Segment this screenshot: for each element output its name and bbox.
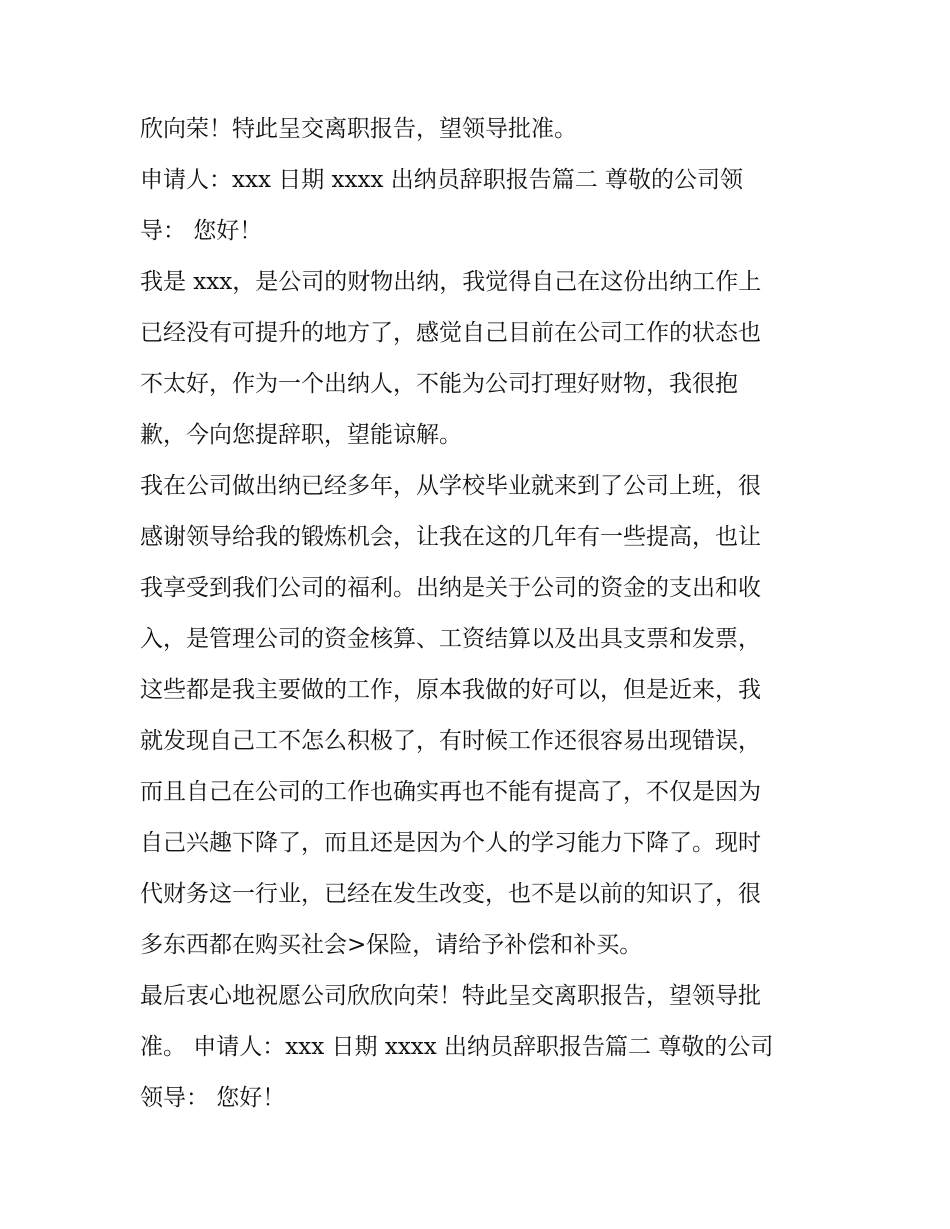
text-line: 代财务这一行业，已经在发生改变，也不是以前的知识了，很 xyxy=(140,881,761,907)
text-line: 我在公司做出纳已经多年，从学校毕业就来到了公司上班，很 xyxy=(140,473,761,499)
text-line: 歉，今向您提辞职，望能谅解。 xyxy=(140,422,462,448)
text-line: 最后衷心地祝愿公司欣欣向荣！特此呈交离职报告，望领导批 xyxy=(140,983,761,1009)
text-line: 就发现自己工不怎么积极了，有时候工作还很容易出现错误， xyxy=(140,728,761,754)
text-line: 我是 xxx，是公司的财物出纳，我觉得自己在这份出纳工作上 xyxy=(140,269,762,295)
text-line: 自己兴趣下降了，而且还是因为个人的学习能力下降了。现时 xyxy=(140,830,761,856)
text-line: 准。 申请人：xxx 日期 xxxx 出纳员辞职报告篇二 尊敬的公司 xyxy=(140,1034,774,1060)
text-line: 导： 您好！ xyxy=(140,218,263,244)
text-line: 多东西都在购买社会>保险，请给予补偿和补买。 xyxy=(140,932,643,958)
document-body xyxy=(140,104,820,1124)
text-line: 欣向荣！特此呈交离职报告，望领导批准。 xyxy=(140,116,577,142)
text-line: 不太好，作为一个出纳人，不能为公司打理好财物，我很抱 xyxy=(140,371,738,397)
text-line: 感谢领导给我的锻炼机会，让我在这的几年有一些提高，也让 xyxy=(140,524,761,550)
text-line: 入，是管理公司的资金核算、工资结算以及出具支票和发票， xyxy=(140,626,761,652)
text-line: 这些都是我主要做的工作，原本我做的好可以，但是近来，我 xyxy=(140,677,761,703)
text-line: 领导： 您好！ xyxy=(140,1085,286,1111)
text-line: 已经没有可提升的地方了，感觉自己目前在公司工作的状态也 xyxy=(140,320,761,346)
text-line: 申请人：xxx 日期 xxxx 出纳员辞职报告篇二 尊敬的公司领 xyxy=(140,167,744,193)
text-line: 而且自己在公司的工作也确实再也不能有提高了，不仅是因为 xyxy=(140,779,761,805)
text-line: 我享受到我们公司的福利。出纳是关于公司的资金的支出和收 xyxy=(140,575,761,601)
